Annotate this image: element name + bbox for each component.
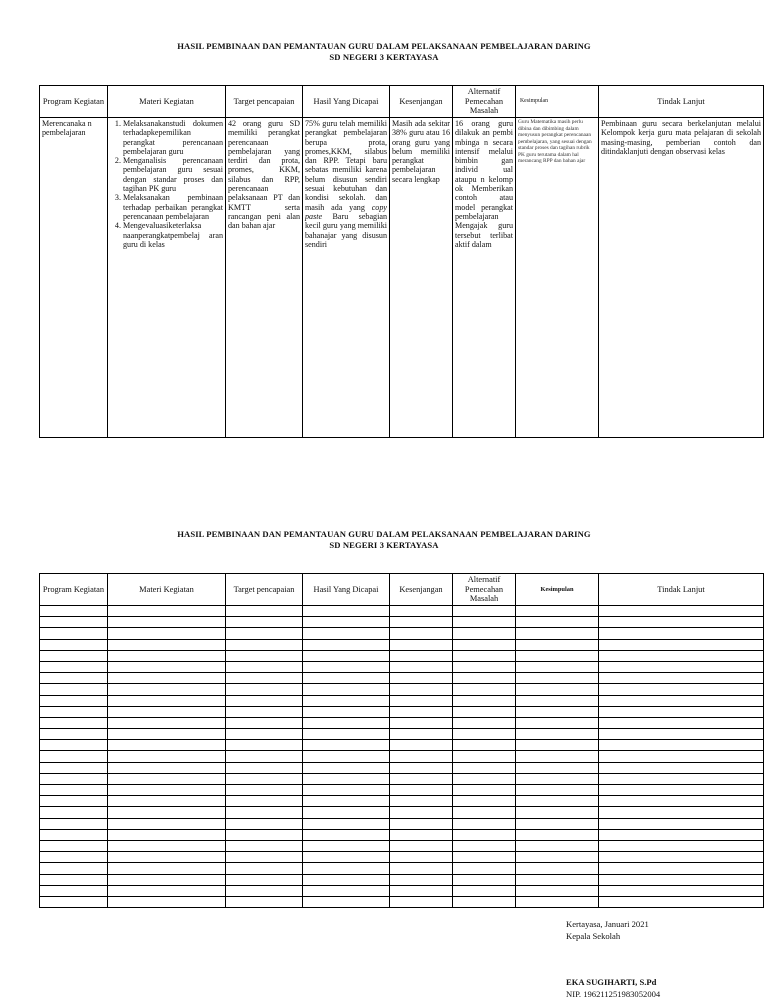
signature-nip: NIP. 196211251983052004	[566, 989, 661, 999]
section2-table	[39, 573, 764, 908]
materi-item-4: 4. Mengevaluasiketerlaksa naanperangkatpembelaj aran guru di kelas	[123, 221, 223, 249]
table-cell	[390, 706, 453, 717]
cell-alternatif	[453, 118, 516, 438]
table-row	[40, 639, 764, 650]
table-cell	[516, 885, 599, 896]
table-cell	[226, 661, 303, 672]
table-cell	[226, 874, 303, 885]
table-cell	[40, 729, 108, 740]
materi-item-1: 1. Melaksanakanstudi dokumen terhadapkepemilikan perangkat perencanaan pembelajaran guru	[123, 119, 223, 156]
table-cell	[40, 740, 108, 751]
section1-data-row	[40, 118, 764, 438]
section2-title-line2: SD NEGERI 3 KERTAYASA	[329, 540, 439, 550]
header-target-pencapaian: Target pencapaian	[226, 86, 303, 118]
signature-position: Kepala Sekolah	[566, 931, 621, 941]
table-cell	[108, 874, 226, 885]
table-cell	[516, 606, 599, 617]
header-materi-kegiatan: Materi Kegiatan	[108, 574, 226, 606]
table-row	[40, 751, 764, 762]
table-cell	[453, 661, 516, 672]
cell-kesimpulan	[516, 118, 599, 438]
table-cell	[108, 896, 226, 907]
table-cell	[303, 695, 390, 706]
table-cell	[303, 706, 390, 717]
table-cell	[453, 762, 516, 773]
table-cell	[40, 639, 108, 650]
table-cell	[599, 740, 764, 751]
kesenjangan-text: Masih ada sekitar 38% guru atau 16 orang guru yang belum memiliki perangkat pembelajaran secara lengkap	[392, 119, 450, 184]
table-row	[40, 773, 764, 784]
table-cell	[40, 807, 108, 818]
table-row	[40, 885, 764, 896]
table-cell	[40, 818, 108, 829]
target-text: 42 orang guru SD memiliki perangkat perencanaan pembelajaran yang terdiri dan prota, promes, KKM, silabus dan RPP, perencanaan pelaksanaan PT dan KMTT serta rancangan peni alan dan bahan ajar	[228, 119, 300, 231]
section1-title-line1: HASIL PEMBINAAN DAN PEMANTAUAN GURU DALAM PELAKSANAAN PEMBELAJARAN DARING	[177, 41, 591, 51]
table-cell	[599, 673, 764, 684]
table-cell	[516, 684, 599, 695]
table-cell	[390, 606, 453, 617]
table-cell	[40, 628, 108, 639]
table-cell	[40, 852, 108, 863]
table-cell	[226, 863, 303, 874]
table-cell	[599, 695, 764, 706]
table-cell	[599, 807, 764, 818]
table-cell	[453, 617, 516, 628]
table-cell	[453, 650, 516, 661]
table-cell	[516, 796, 599, 807]
signature-place-date: Kertayasa, Januari 2021	[566, 919, 649, 929]
table-cell	[453, 673, 516, 684]
table-row	[40, 818, 764, 829]
table-row	[40, 840, 764, 851]
table-cell	[516, 896, 599, 907]
table-cell	[303, 885, 390, 896]
table-cell	[390, 885, 453, 896]
table-cell	[108, 829, 226, 840]
table-cell	[226, 639, 303, 650]
table-cell	[226, 807, 303, 818]
table-row	[40, 852, 764, 863]
header-kesimpulan: Kesimpulan	[516, 574, 599, 606]
table-row	[40, 717, 764, 728]
table-cell	[599, 751, 764, 762]
table-cell	[40, 695, 108, 706]
table-cell	[226, 852, 303, 863]
table-cell	[303, 628, 390, 639]
table-cell	[303, 829, 390, 840]
table-cell	[390, 874, 453, 885]
table-cell	[226, 606, 303, 617]
table-cell	[516, 773, 599, 784]
table-cell	[226, 684, 303, 695]
table-cell	[516, 628, 599, 639]
table-cell	[453, 863, 516, 874]
header-kesimpulan: Kesimpulan	[516, 86, 599, 118]
cell-hasil	[303, 118, 390, 438]
table-cell	[390, 695, 453, 706]
table-cell	[40, 661, 108, 672]
table-cell	[599, 717, 764, 728]
table-cell	[516, 874, 599, 885]
table-cell	[226, 717, 303, 728]
table-cell	[226, 785, 303, 796]
table-cell	[453, 684, 516, 695]
table-cell	[108, 796, 226, 807]
table-cell	[516, 650, 599, 661]
table-cell	[226, 650, 303, 661]
table-cell	[108, 706, 226, 717]
table-cell	[516, 807, 599, 818]
table-cell	[303, 863, 390, 874]
table-cell	[40, 617, 108, 628]
table-cell	[453, 896, 516, 907]
table-cell	[108, 639, 226, 650]
table-cell	[390, 684, 453, 695]
table-cell	[453, 829, 516, 840]
table-cell	[516, 695, 599, 706]
table-cell	[226, 751, 303, 762]
table-cell	[390, 729, 453, 740]
signature-name: EKA SUGIHARTI, S.Pd	[566, 977, 657, 987]
table-cell	[516, 740, 599, 751]
table-cell	[226, 740, 303, 751]
table-cell	[303, 896, 390, 907]
table-cell	[453, 874, 516, 885]
table-cell	[303, 785, 390, 796]
table-cell	[599, 606, 764, 617]
table-cell	[226, 729, 303, 740]
table-cell	[108, 617, 226, 628]
section2-title-line1: HASIL PEMBINAAN DAN PEMANTAUAN GURU DALAM PELAKSANAAN PEMBELAJARAN DARING	[177, 529, 591, 539]
table-cell	[226, 695, 303, 706]
table-cell	[516, 785, 599, 796]
table-cell	[108, 717, 226, 728]
table-row	[40, 874, 764, 885]
table-cell	[599, 852, 764, 863]
table-cell	[453, 706, 516, 717]
table-cell	[599, 684, 764, 695]
table-cell	[390, 740, 453, 751]
table-cell	[108, 740, 226, 751]
table-cell	[108, 661, 226, 672]
header-hasil-yang-dicapai: Hasil Yang Dicapai	[303, 574, 390, 606]
table-cell	[40, 751, 108, 762]
table-cell	[390, 829, 453, 840]
table-cell	[516, 706, 599, 717]
header-target-pencapaian: Target pencapaian	[226, 574, 303, 606]
table-cell	[453, 628, 516, 639]
table-cell	[108, 807, 226, 818]
table-cell	[599, 729, 764, 740]
table-cell	[390, 639, 453, 650]
table-cell	[108, 606, 226, 617]
section2-empty-rows	[40, 606, 764, 908]
table-cell	[226, 773, 303, 784]
table-cell	[226, 673, 303, 684]
table-row	[40, 628, 764, 639]
table-cell	[303, 818, 390, 829]
table-cell	[40, 829, 108, 840]
table-cell	[453, 852, 516, 863]
table-row	[40, 606, 764, 617]
table-cell	[226, 762, 303, 773]
hasil-italic-text: copy paste	[305, 202, 387, 221]
table-cell	[108, 684, 226, 695]
header-kesenjangan: Kesenjangan	[390, 86, 453, 118]
table-cell	[599, 874, 764, 885]
table-cell	[40, 717, 108, 728]
table-cell	[40, 785, 108, 796]
hasil-text-2: Baru sebagian kecil guru yang memiliki bahanajar yang disusun sendiri	[305, 211, 387, 249]
table-row	[40, 829, 764, 840]
table-cell	[303, 840, 390, 851]
table-cell	[303, 773, 390, 784]
table-cell	[108, 852, 226, 863]
table-cell	[390, 896, 453, 907]
cell-program	[40, 118, 108, 438]
table-cell	[226, 896, 303, 907]
program-text: Merencanaka n pembelajaran	[42, 119, 92, 138]
table-cell	[599, 896, 764, 907]
table-cell	[226, 796, 303, 807]
table-row	[40, 650, 764, 661]
header-program-kegiatan: Program Kegiatan	[40, 86, 108, 118]
table-cell	[599, 785, 764, 796]
table-cell	[516, 863, 599, 874]
cell-tindak-lanjut	[599, 118, 764, 438]
table-row	[40, 617, 764, 628]
table-row	[40, 729, 764, 740]
table-cell	[516, 852, 599, 863]
table-cell	[390, 807, 453, 818]
table-cell	[226, 840, 303, 851]
table-cell	[108, 885, 226, 896]
header-hasil-yang-dicapai: Hasil Yang Dicapai	[303, 86, 390, 118]
table-cell	[303, 684, 390, 695]
table-row	[40, 706, 764, 717]
table-cell	[390, 773, 453, 784]
table-cell	[226, 628, 303, 639]
table-cell	[303, 852, 390, 863]
table-cell	[390, 717, 453, 728]
section1-title-line2: SD NEGERI 3 KERTAYASA	[329, 52, 439, 62]
table-cell	[453, 751, 516, 762]
table-cell	[599, 639, 764, 650]
table-row	[40, 673, 764, 684]
materi-item-2: 2. Menganalisis perencanaan pembelajaran guru sesuai dengan standar proses dan tagihan PK guru	[123, 156, 223, 193]
table-cell	[40, 874, 108, 885]
table-cell	[453, 729, 516, 740]
header-kesenjangan: Kesenjangan	[390, 574, 453, 606]
table-cell	[390, 818, 453, 829]
table-cell	[390, 673, 453, 684]
table-row	[40, 863, 764, 874]
table-cell	[390, 617, 453, 628]
cell-target	[226, 118, 303, 438]
table-cell	[516, 818, 599, 829]
table-cell	[390, 840, 453, 851]
table-cell	[516, 639, 599, 650]
table-cell	[390, 785, 453, 796]
table-cell	[599, 818, 764, 829]
section1-header-row	[40, 86, 764, 118]
materi-list	[110, 119, 223, 249]
table-row	[40, 796, 764, 807]
table-cell	[453, 807, 516, 818]
table-cell	[303, 661, 390, 672]
table-cell	[108, 762, 226, 773]
table-cell	[108, 628, 226, 639]
table-cell	[40, 673, 108, 684]
table-cell	[108, 729, 226, 740]
table-cell	[226, 617, 303, 628]
table-cell	[390, 628, 453, 639]
table-row	[40, 695, 764, 706]
table-cell	[390, 762, 453, 773]
table-cell	[599, 863, 764, 874]
table-cell	[108, 695, 226, 706]
table-cell	[40, 650, 108, 661]
section2-header-row	[40, 574, 764, 606]
table-cell	[303, 807, 390, 818]
table-cell	[40, 840, 108, 851]
header-alternatif-pemecahan-masalah: Alternatif Pemecahan Masalah	[453, 574, 516, 606]
table-row	[40, 785, 764, 796]
table-cell	[108, 863, 226, 874]
table-cell	[303, 617, 390, 628]
table-cell	[453, 773, 516, 784]
header-tindak-lanjut: Tindak Lanjut	[599, 86, 764, 118]
table-cell	[453, 818, 516, 829]
table-cell	[390, 650, 453, 661]
table-cell	[516, 729, 599, 740]
table-cell	[453, 639, 516, 650]
table-cell	[516, 717, 599, 728]
table-cell	[303, 874, 390, 885]
table-cell	[303, 751, 390, 762]
table-cell	[453, 717, 516, 728]
table-cell	[108, 785, 226, 796]
table-cell	[599, 840, 764, 851]
table-cell	[599, 617, 764, 628]
table-row	[40, 807, 764, 818]
table-cell	[40, 684, 108, 695]
table-cell	[453, 785, 516, 796]
table-cell	[599, 661, 764, 672]
table-cell	[303, 673, 390, 684]
table-cell	[303, 717, 390, 728]
table-cell	[303, 729, 390, 740]
table-cell	[108, 751, 226, 762]
header-tindak-lanjut: Tindak Lanjut	[599, 574, 764, 606]
header-alternatif-pemecahan-masalah: Alternatif Pemecahan Masalah	[453, 86, 516, 118]
table-row	[40, 740, 764, 751]
table-cell	[226, 885, 303, 896]
alternatif-text: 16 orang guru dilakuk an pembi mbinga n secara intensif melalui bimbin gan individ ual ataupu n kelomp ok Memberikan contoh atau model perangkat pembelajaran Mengajak guru tersebut terlibat aktif dalam	[455, 119, 513, 249]
table-cell	[303, 606, 390, 617]
table-cell	[390, 661, 453, 672]
table-cell	[108, 673, 226, 684]
table-cell	[453, 840, 516, 851]
table-cell	[599, 650, 764, 661]
table-cell	[108, 773, 226, 784]
table-cell	[40, 796, 108, 807]
cell-kesenjangan	[390, 118, 453, 438]
table-cell	[516, 762, 599, 773]
table-cell	[40, 773, 108, 784]
table-cell	[453, 885, 516, 896]
table-row	[40, 762, 764, 773]
header-program-kegiatan: Program Kegiatan	[40, 574, 108, 606]
table-cell	[516, 673, 599, 684]
table-cell	[40, 762, 108, 773]
table-cell	[226, 829, 303, 840]
cell-materi	[108, 118, 226, 438]
table-cell	[516, 617, 599, 628]
table-cell	[108, 818, 226, 829]
table-row	[40, 684, 764, 695]
hasil-text-1: 75% guru telah memiliki perangkat pembelajaran berupa prota, promes,KKM, silabus dan RPP. Tetapi baru sebatas memiliki karena belum disusun sendiri sesuai kebutuhan dan kondisi sekolah. dan masih ada yang	[305, 119, 387, 212]
table-cell	[40, 896, 108, 907]
table-cell	[516, 840, 599, 851]
table-cell	[599, 773, 764, 784]
table-cell	[40, 863, 108, 874]
table-cell	[453, 796, 516, 807]
table-cell	[599, 762, 764, 773]
table-cell	[453, 740, 516, 751]
section1-table	[39, 85, 764, 438]
tindak-lanjut-text: Pembinaan guru secara berkelanjutan melalui Kelompok kerja guru mata pelajaran di sekolah masing-masing, pemberian contoh dan ditindaklanjuti dengan observasi kelas	[601, 119, 761, 157]
table-cell	[40, 706, 108, 717]
table-cell	[390, 863, 453, 874]
table-cell	[453, 695, 516, 706]
table-cell	[599, 796, 764, 807]
table-cell	[226, 818, 303, 829]
materi-item-3: 3. Melaksanakan pembinaan terhadap perbaikan perangkat perencanaan pembelajaran	[123, 193, 223, 221]
table-cell	[108, 840, 226, 851]
table-cell	[599, 829, 764, 840]
table-row	[40, 896, 764, 907]
table-cell	[108, 650, 226, 661]
table-cell	[390, 852, 453, 863]
table-cell	[40, 885, 108, 896]
table-cell	[303, 762, 390, 773]
table-cell	[303, 740, 390, 751]
table-cell	[40, 606, 108, 617]
table-cell	[599, 885, 764, 896]
table-cell	[303, 796, 390, 807]
header-materi-kegiatan: Materi Kegiatan	[108, 86, 226, 118]
table-row	[40, 661, 764, 672]
table-cell	[599, 628, 764, 639]
table-cell	[516, 751, 599, 762]
table-cell	[303, 639, 390, 650]
table-cell	[599, 706, 764, 717]
table-cell	[516, 661, 599, 672]
table-cell	[516, 829, 599, 840]
table-cell	[390, 751, 453, 762]
table-cell	[226, 706, 303, 717]
kesimpulan-text: Guru Matematika masih perlu dibina dan dibimbing dalam menyusun perangkat perencanaan pembelajaran, yang sesuai dengan standar proses dan tagihan rubrik PK guru terutama dalam hal merancang RPP dan bahan ajar	[518, 119, 592, 164]
table-cell	[303, 650, 390, 661]
table-cell	[390, 796, 453, 807]
table-cell	[453, 606, 516, 617]
